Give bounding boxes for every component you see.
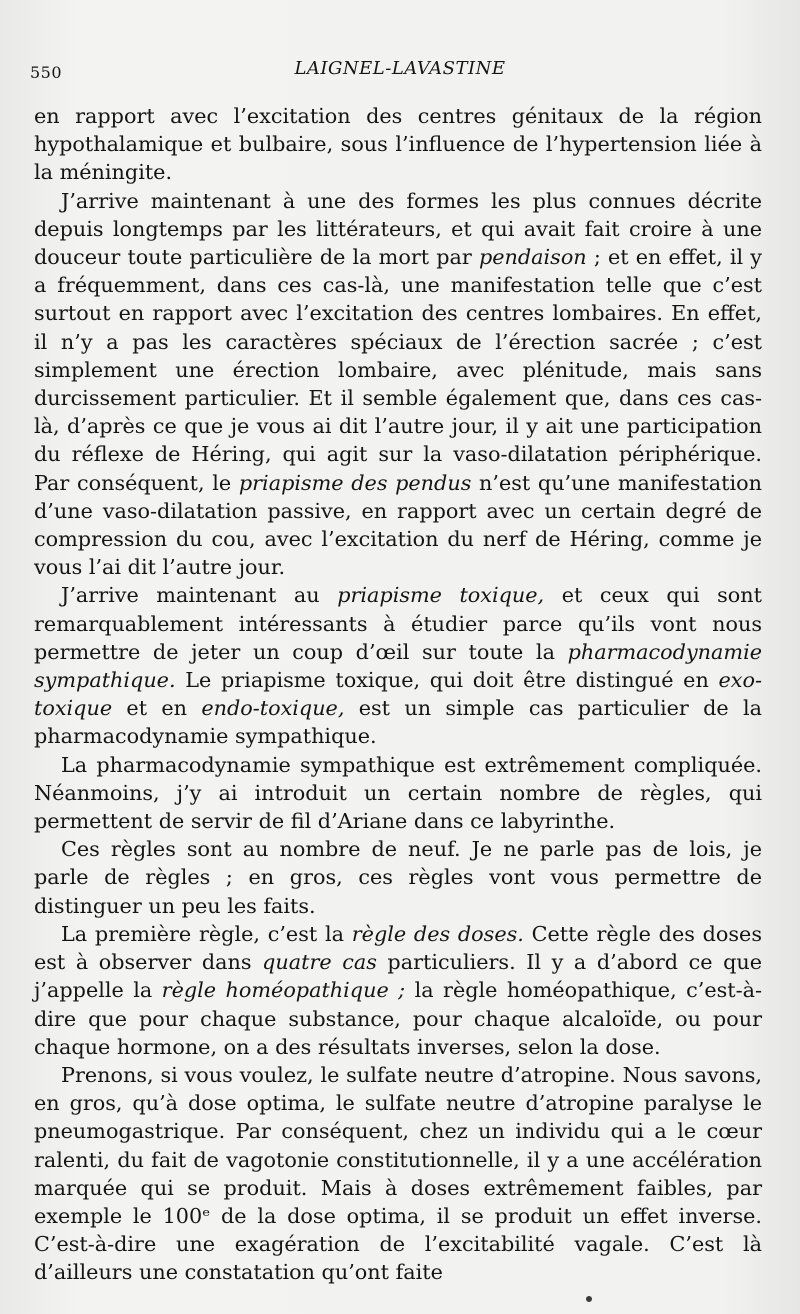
- text-run: est un simple cas particulier de la pharmacodynamie sympathique.: [34, 696, 762, 749]
- ink-speck: [586, 1296, 592, 1302]
- italic-text-run: priapisme des pendus: [238, 470, 472, 495]
- body-text: [34, 102, 762, 1287]
- text-run: et ceux qui sont remarquablement intéressants à étudier parce qu’ils vont nous permettre de jeter un coup d’œil sur toute la: [34, 583, 763, 664]
- paragraph: [34, 835, 762, 920]
- italic-text-run: pharmacodynamie sympathique.: [34, 639, 762, 693]
- italic-text-run: priapisme toxique,: [337, 583, 545, 608]
- italic-text-run: quatre cas: [262, 950, 377, 975]
- paragraph: [34, 751, 762, 836]
- text-run: Cette règle des doses est à observer dans: [34, 921, 762, 975]
- text-run: Ces règles sont au nombre de neuf. Je ne parle pas de lois, je parle de règles ; en gros, ces règles vont vous permettre de distinguer un peu les faits.: [34, 837, 762, 918]
- paragraph: [34, 1061, 762, 1287]
- text-run: J’arrive maintenant à une des formes les plus connues décrite depuis longtemps par les littérateurs, et qui avait fait croire à une douceur toute particulière de la mort par: [34, 188, 762, 270]
- running-title: LAIGNEL-LAVASTINE: [294, 58, 506, 79]
- italic-text-run: pendaison: [478, 245, 587, 270]
- paragraph: [34, 187, 762, 582]
- text-run: La première règle, c’est la: [61, 921, 352, 946]
- paragraph: [34, 581, 762, 750]
- text-run: Prenons, si vous voulez, le sulfate neutre d’atropine. Nous savons, en gros, qu’à dose optima, le sulfate neutre d’atropine paralyse le pneumogastrique. Par conséquent, chez un individu qui a le cœur ralenti, du fait de vagotonie constitutionnelle, il y a une accélération marquée qui se produit. Mais à doses extrêmement faibles, par exemple le 100ᵉ de la dose optima, il se produit un effet inverse. C’est-à-dire une exagération de l’excitabilité vagale. C’est là d’ailleurs une constatation qu’ont faite: [34, 1062, 762, 1285]
- text-run: Le priapisme toxique, qui doit être distingué en: [175, 668, 719, 693]
- text-run: en rapport avec l’excitation des centres génitaux de la région hypothalamique et bulbaire, sous l’influence de l’hypertension liée à la méningite.: [34, 104, 762, 185]
- italic-text-run: règle homéopathique ;: [161, 978, 406, 1003]
- running-head: [30, 58, 770, 86]
- paragraph: [34, 102, 762, 187]
- italic-text-run: règle des doses.: [351, 921, 524, 946]
- page-number: 550: [30, 63, 63, 82]
- paragraph: [34, 920, 762, 1061]
- text-run: n’est qu’une manifestation d’une vaso-dilatation passive, en rapport avec un certain degré de compression du cou, avec l’excitation du nerf de Héring, comme je vous l’ai dit l’autre jour.: [34, 470, 763, 580]
- text-run: J’arrive maintenant au: [61, 583, 338, 608]
- italic-text-run: endo-toxique,: [201, 696, 345, 721]
- text-run: la règle homéopathique, c’est-à-dire que pour chaque substance, pour chaque alcaloïde, ou pour chaque hormone, on a des résultats inverses, selon la dose.: [34, 978, 762, 1059]
- text-run: La pharmacodynamie sympathique est extrêmement compliquée. Néanmoins, j’y ai introduit un certain nombre de règles, qui permettent de servir de fil d’Ariane dans ce labyrinthe.: [34, 752, 762, 834]
- italic-text-run: exo-toxique: [34, 668, 762, 721]
- text-run: particuliers. Il y a d’abord ce que j’appelle la: [34, 950, 763, 1003]
- text-run: ; et en effet, il y a fréquemment, dans ces cas-là, une manifestation telle que c’est surtout en rapport avec l’excitation des centres lombaires. En effet, il n’y a pas les caractères spéciaux de l’érection sacrée ; c’est simplement une érection lombaire, avec plénitude, mais sans durcissement particulier. Et il semble également que, dans ces cas-là, d’après ce que je vous ai dit l’autre jour, il y ait une participation du réflexe de Héring, qui agit sur la vaso-dilatation périphérique. Par conséquent, le: [34, 245, 762, 495]
- text-run: et en: [112, 696, 202, 721]
